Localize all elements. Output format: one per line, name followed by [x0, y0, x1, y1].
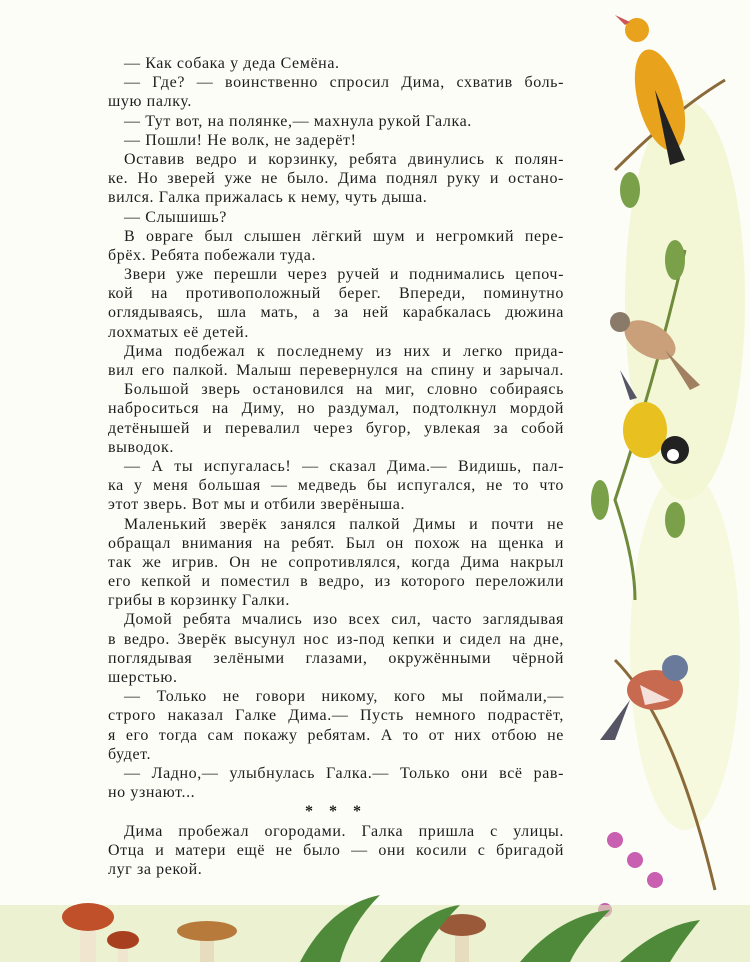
text-line: Звери уже перешли через ручей и поднимались цепоч- [124, 266, 564, 284]
text-line: так же игрив. Он не сопротивлялся, когда Дима накрыл [108, 553, 564, 571]
text-line: лохматых её детей. [108, 323, 249, 341]
text-line: поглядывая зелёными глазами, окружёнными чёрной [108, 649, 564, 667]
text-line: — Пошли! Не волк, не задерёт! [124, 131, 357, 149]
text-line: в ведро. Зверёк высунул нос из-под кепки и сидел на дне, [108, 630, 564, 648]
text-line: Большой зверь остановился на миг, словно собираясь [124, 381, 564, 399]
story-text [108, 54, 564, 879]
text-line: будет. [108, 745, 152, 763]
text-line: грибы в корзинку Галки. [108, 592, 290, 610]
text-line: — Тут вот, на полянке,— махнула рукой Галка. [124, 112, 472, 130]
birds-illustration [575, 0, 750, 962]
text-line: наброситься на Диму, но раздумал, подтолкнул мордой [108, 400, 564, 418]
text-line: Домой ребята мчались изо всех сил, часто заглядывая [124, 611, 564, 629]
text-line: — Только не говори никому, кого мы поймали,— [124, 688, 564, 706]
text-line: я его тогда сам покажу ребятам. А то от них отбою не [108, 726, 564, 744]
text-line: Отца и матери ещё не было — они косили с бригадой [108, 841, 564, 859]
text-line: строго наказал Галке Дима.— Пусть немного подрастёт, [108, 707, 564, 725]
text-line: шерстью. [108, 669, 178, 686]
text-line: — Слышишь? [124, 208, 228, 226]
mushrooms-illustration [0, 885, 750, 962]
text-line: вился. Галка прижалась к нему, чуть дыша. [108, 189, 428, 207]
text-line: ка у меня большая — медведь бы испугался, не то что [108, 477, 564, 495]
text-line: — Как собака у деда Семёна. [124, 55, 340, 72]
text-line: — А ты испугалась! — сказал Дима.— Видишь, пал- [124, 457, 564, 475]
text-line: Маленький зверёк занялся палкой Димы и почти не [124, 515, 564, 533]
text-line: луг за рекой. [108, 860, 203, 878]
text-line: выводок. [108, 438, 175, 456]
text-line: обращал внимания на ребят. Был он похож на щенка и [108, 534, 564, 552]
text-line: — Где? — воинственно спросил Дима, схватив боль- [124, 74, 564, 92]
text-line: Дима пробежал огородами. Галка пришла с улицы. [124, 822, 564, 840]
text-line: его кепкой и поместил в ведро, из которого переложили [108, 573, 564, 591]
text-line: но узнают... [108, 784, 196, 802]
text-line: В овраге был слышен лёгкий шум и негромкий пере- [124, 227, 564, 245]
text-line: детёнышей и перевалил через бугор, увлекая за собой [108, 419, 564, 437]
text-line: этот зверь. Вот мы и отбили зверёныша. [108, 496, 406, 514]
text-line: оглядываясь, шла мать, а за ней карабкалась дюжина [108, 304, 564, 322]
section-separator: * * * [305, 803, 367, 821]
text-line: кой на противоположный берег. Впереди, поминутно [108, 285, 564, 303]
text-line: ке. Но зверей уже не было. Дима поднял руку и остано- [108, 170, 564, 188]
text-line: Оставив ведро и корзинку, ребята двинулись к полян- [124, 150, 564, 168]
text-line: Дима подбежал к последнему из них и легко прида- [124, 342, 564, 360]
text-line: брёх. Ребята побежали туда. [108, 246, 317, 264]
text-line: шую палку. [108, 93, 193, 111]
text-line: вил его палкой. Малыш перевернулся на спину и зарычал. [108, 362, 564, 379]
text-line: — Ладно,— улыбнулась Галка.— Только они всё рав- [124, 764, 564, 782]
